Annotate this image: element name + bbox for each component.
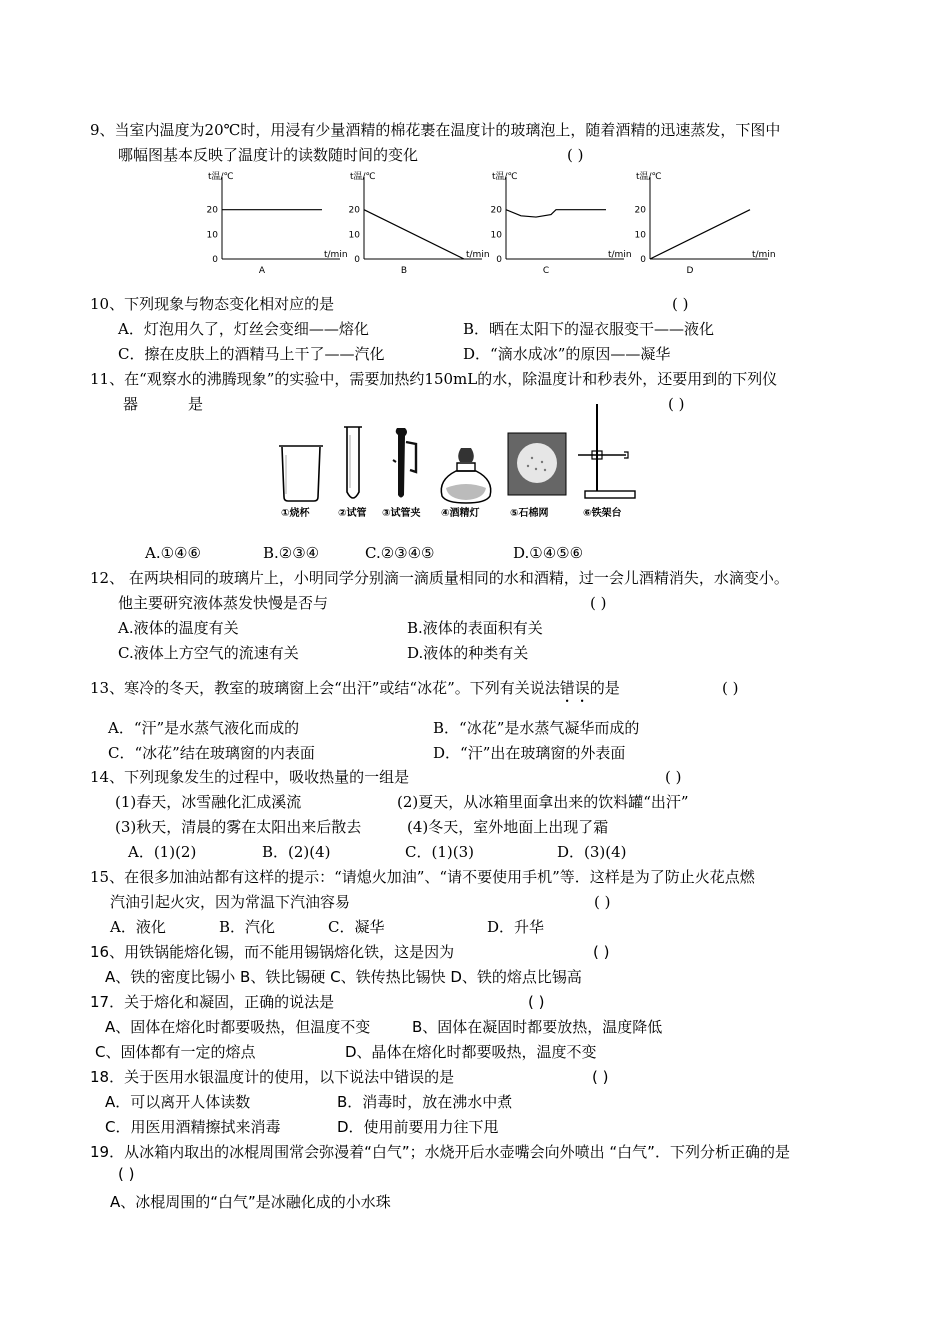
- q18-stem: 18．关于医用水银温度计的使用，以下说法中错误的是: [90, 1068, 455, 1086]
- q9-line2: 哪幅图基本反映了温度计的读数随时间的变化: [118, 146, 419, 164]
- chart-d: [628, 167, 778, 281]
- q19-option-a: A、冰棍周围的“白气”是冰融化成的小水珠: [110, 1193, 391, 1211]
- series-line: [364, 210, 464, 259]
- q13-stem-post: 的是: [589, 679, 620, 697]
- q14-statement-1: (1)春天，冰雪融化汇成溪流: [115, 793, 302, 811]
- y-tick-label: 10: [634, 230, 646, 241]
- equipment-label-5: ⑤石棉网: [510, 508, 549, 519]
- chart-panel-label: D: [686, 266, 694, 276]
- series-line: [650, 210, 750, 259]
- y-tick-label: 0: [496, 255, 502, 265]
- q10-option-d: D．“滴水成冰”的原因——凝华: [463, 345, 671, 363]
- x-axis-label: t/min: [608, 250, 632, 260]
- q15-option-c: C．凝华: [328, 918, 385, 936]
- q15-option-a: A．液化: [110, 918, 166, 936]
- q15-line1: 15、在很多加油站都有这样的提示：“请熄火加油”、“请不要使用手机”等．这样是为了防止火花点燃: [90, 868, 755, 886]
- q9-paren: ( ): [567, 146, 584, 164]
- q14-option-a: A．(1)(2): [128, 843, 197, 861]
- chart-b: [342, 167, 492, 281]
- q10-option-c: C．擦在皮肤上的酒精马上干了——汽化: [118, 345, 385, 363]
- equipment-label-1: ①烧杯: [281, 508, 310, 519]
- q18-option-a: A．可以离开人体读数: [105, 1093, 251, 1111]
- q15-paren: ( ): [594, 893, 611, 911]
- equipment-figure: [270, 400, 650, 530]
- q19-line1: 19．从冰箱内取出的冰棍周围常会弥漫着“白气”；水烧开后水壶嘴会向外喷出 “白气”．下列分析正确的是: [90, 1143, 790, 1161]
- alcohol-lamp-icon: [441, 448, 490, 503]
- q11-paren: ( ): [668, 395, 685, 413]
- equipment-label-4: ④酒精灯: [441, 508, 480, 519]
- q18-option-c: C．用医用酒精擦拭来消毒: [105, 1118, 281, 1136]
- y-tick-label: 10: [490, 230, 502, 241]
- q10-paren: ( ): [672, 295, 689, 313]
- test-tube-icon: [344, 427, 362, 498]
- chart-a-svg: [200, 167, 350, 277]
- y-tick-label: 20: [490, 205, 502, 216]
- q15-line2: 汽油引起火灾，因为常温下汽油容易: [110, 893, 351, 911]
- q11-line1: 11、在“观察水的沸腾现象”的实验中，需要加热约150mL的水，除温度计和秒表外，还要用到的下列仪: [90, 370, 778, 388]
- equipment-label-2: ②试管: [338, 508, 367, 519]
- y-tick-label: 10: [206, 230, 218, 241]
- y-tick-label: 20: [348, 205, 360, 216]
- q18-option-d: D．使用前要用力往下甩: [337, 1118, 499, 1136]
- x-axis-label: t/min: [752, 250, 776, 260]
- y-axis-label: t温/℃: [208, 172, 234, 182]
- q10-stem: 10、下列现象与物态变化相对应的是: [90, 295, 335, 313]
- q13-stem-pre: 13、寒冷的冬天，教室的玻璃窗上会“出汗”或结“冰花”。下列有关说法: [90, 679, 560, 697]
- q18-option-b: B．消毒时，放在沸水中煮: [337, 1093, 513, 1111]
- q10-option-a: A．灯泡用久了，灯丝会变细——熔化: [118, 320, 369, 338]
- series-line: [506, 210, 606, 217]
- q17-option-b: B、固体在凝固时都要放热，温度降低: [412, 1018, 663, 1036]
- q10-option-b: B．晒在太阳下的湿衣服变干——液化: [463, 320, 715, 338]
- q11-option-b: B.②③④: [263, 544, 320, 562]
- chart-c-svg: [484, 167, 634, 277]
- q14-statement-4: (4)冬天，室外地面上出现了霜: [407, 818, 609, 836]
- q12-option-a: A.液体的温度有关: [118, 619, 239, 637]
- q13-stem-emphasis: 错误: [559, 679, 590, 697]
- q17-option-d: D、晶体在熔化时都要吸热，温度不变: [345, 1043, 597, 1061]
- q12-line2: 他主要研究液体蒸发快慢是否与: [118, 594, 329, 612]
- q17-option-c: C、固体都有一定的熔点: [95, 1043, 256, 1061]
- q16-stem: 16、用铁锅能熔化锡，而不能用锡锅熔化铁，这是因为: [90, 943, 455, 961]
- y-tick-label: 20: [206, 205, 218, 216]
- q17-stem: 17．关于熔化和凝固，正确的说法是: [90, 993, 335, 1011]
- q13-option-b: B．“冰花”是水蒸气凝华而成的: [433, 719, 640, 737]
- q14-option-b: B．(2)(4): [262, 843, 331, 861]
- chart-panel-label: A: [258, 266, 266, 276]
- q11-option-d: D.①④⑤⑥: [513, 544, 584, 562]
- q11-line2a: 器: [123, 395, 139, 413]
- chart-d-svg: [628, 167, 778, 277]
- beaker-icon: [279, 446, 323, 501]
- q13-option-a: A．“汗”是水蒸气液化而成的: [108, 719, 300, 737]
- q9-line1: 9、当室内温度为20℃时，用浸有少量酒精的棉花裹在温度计的玻璃泡上，随着酒精的迅速蒸发，下图中: [90, 121, 781, 139]
- chart-b-svg: [342, 167, 492, 277]
- q17-option-a: A、固体在熔化时都要吸热，但温度不变: [105, 1018, 371, 1036]
- test-tube-clamp-icon: [393, 428, 416, 498]
- q13-paren: ( ): [722, 679, 739, 697]
- q17-paren: ( ): [528, 993, 545, 1011]
- equipment-label-6: ⑥铁架台: [583, 508, 622, 519]
- q12-option-d: D.液体的种类有关: [407, 644, 529, 662]
- q13-option-d: D．“汗”出在玻璃窗的外表面: [433, 744, 626, 762]
- y-axis-label: t温/℃: [350, 172, 376, 182]
- y-tick-label: 20: [634, 205, 646, 216]
- y-axis-label: t温/℃: [492, 172, 518, 182]
- x-axis-label: t/min: [324, 250, 348, 260]
- q19-paren: ( ): [118, 1165, 135, 1183]
- q14-option-d: D．(3)(4): [557, 843, 627, 861]
- chart-panel-label: B: [400, 266, 408, 276]
- equipment-label-3: ③试管夹: [382, 508, 421, 519]
- chart-a: [200, 167, 350, 281]
- q11-option-a: A.①④⑥: [145, 544, 201, 562]
- y-tick-label: 0: [212, 255, 218, 265]
- y-tick-label: 0: [354, 255, 360, 265]
- q16-options: A、铁的密度比锡小 B、铁比锡硬 C、铁传热比锡快 D、铁的熔点比锡高: [105, 968, 582, 986]
- q12-paren: ( ): [590, 594, 607, 612]
- q11-line2b: 是: [188, 395, 204, 413]
- q14-statement-3: (3)秋天，清晨的雾在太阳出来后散去: [115, 818, 362, 836]
- y-tick-label: 10: [348, 230, 360, 241]
- chart-panel-label: C: [542, 266, 550, 276]
- y-axis-label: t温/℃: [636, 172, 662, 182]
- q13-option-c: C．“冰花”结在玻璃窗的内表面: [108, 744, 315, 762]
- q16-paren: ( ): [593, 943, 610, 961]
- chart-c: [484, 167, 634, 281]
- q18-paren: ( ): [592, 1068, 609, 1086]
- q14-paren: ( ): [665, 768, 682, 786]
- q12-option-c: C.液体上方空气的流速有关: [118, 644, 299, 662]
- asbestos-gauze-icon: [508, 433, 566, 495]
- q14-option-c: C．(1)(3): [405, 843, 474, 861]
- x-axis-label: t/min: [466, 250, 490, 260]
- y-tick-label: 0: [640, 255, 646, 265]
- q13-stem: [90, 678, 620, 706]
- q15-option-b: B．汽化: [219, 918, 276, 936]
- q11-option-c: C.②③④⑤: [365, 544, 435, 562]
- q12-line1: 12、 在两块相同的玻璃片上，小明同学分别滴一滴质量相同的水和酒精，过一会儿酒精消失，水滴变小。: [90, 569, 789, 587]
- q12-option-b: B.液体的表面积有关: [407, 619, 543, 637]
- iron-stand-icon: [578, 404, 635, 498]
- q14-stem: 14、下列现象发生的过程中，吸收热量的一组是: [90, 768, 410, 786]
- q15-option-d: D．升华: [487, 918, 545, 936]
- q14-statement-2: (2)夏天，从冰箱里面拿出来的饮料罐“出汗”: [397, 793, 689, 811]
